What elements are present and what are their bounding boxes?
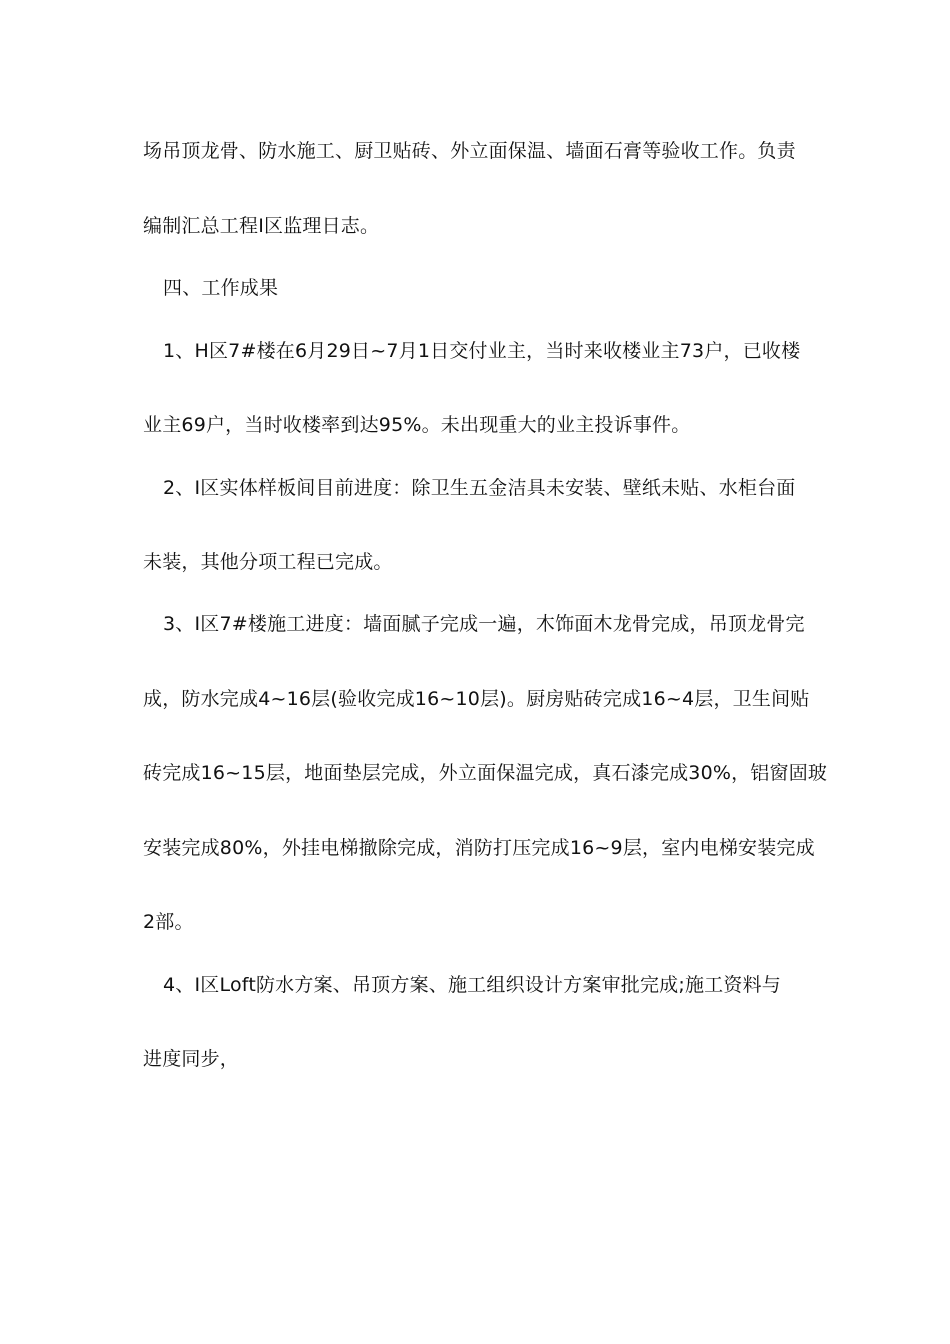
section-heading-work-results: 四、工作成果 (163, 277, 279, 299)
paragraph-line-1: 场吊顶龙骨、防水施工、厨卫贴砖、外立面保温、墙面石膏等验收工作。负责 (143, 140, 796, 162)
item-1-line-1: 1、H区7#楼在6月29日~7月1日交付业主，当时来收楼业主73户，已收楼 (163, 340, 801, 362)
item-4-line-1: 4、Ⅰ区Loft防水方案、吊顶方案、施工组织设计方案审批完成;施工资料与 (163, 974, 781, 996)
item-2-line-1: 2、Ⅰ区实体样板间目前进度：除卫生五金洁具未安装、壁纸未贴、水柜台面 (163, 477, 796, 499)
item-3-line-1: 3、Ⅰ区7#楼施工进度：墙面腻子完成一遍，木饰面木龙骨完成，吊顶龙骨完 (163, 613, 805, 635)
item-3-line-2: 成，防水完成4~16层(验收完成16~10层)。厨房贴砖完成16~4层，卫生间贴 (143, 688, 810, 710)
item-1-line-2: 业主69户，当时收楼率到达95%。未出现重大的业主投诉事件。 (143, 414, 691, 436)
item-3-line-5: 2部。 (143, 911, 194, 933)
item-3-line-4: 安装完成80%，外挂电梯撤除完成，消防打压完成16~9层，室内电梯安装完成 (143, 837, 815, 859)
item-2-line-2: 未装，其他分项工程已完成。 (143, 551, 393, 573)
paragraph-line-2: 编制汇总工程Ⅰ区监理日志。 (143, 215, 380, 237)
item-4-line-2: 进度同步， (143, 1048, 240, 1070)
item-3-line-3: 砖完成16~15层，地面垫层完成，外立面保温完成，真石漆完成30%，铝窗固玻 (143, 762, 828, 784)
